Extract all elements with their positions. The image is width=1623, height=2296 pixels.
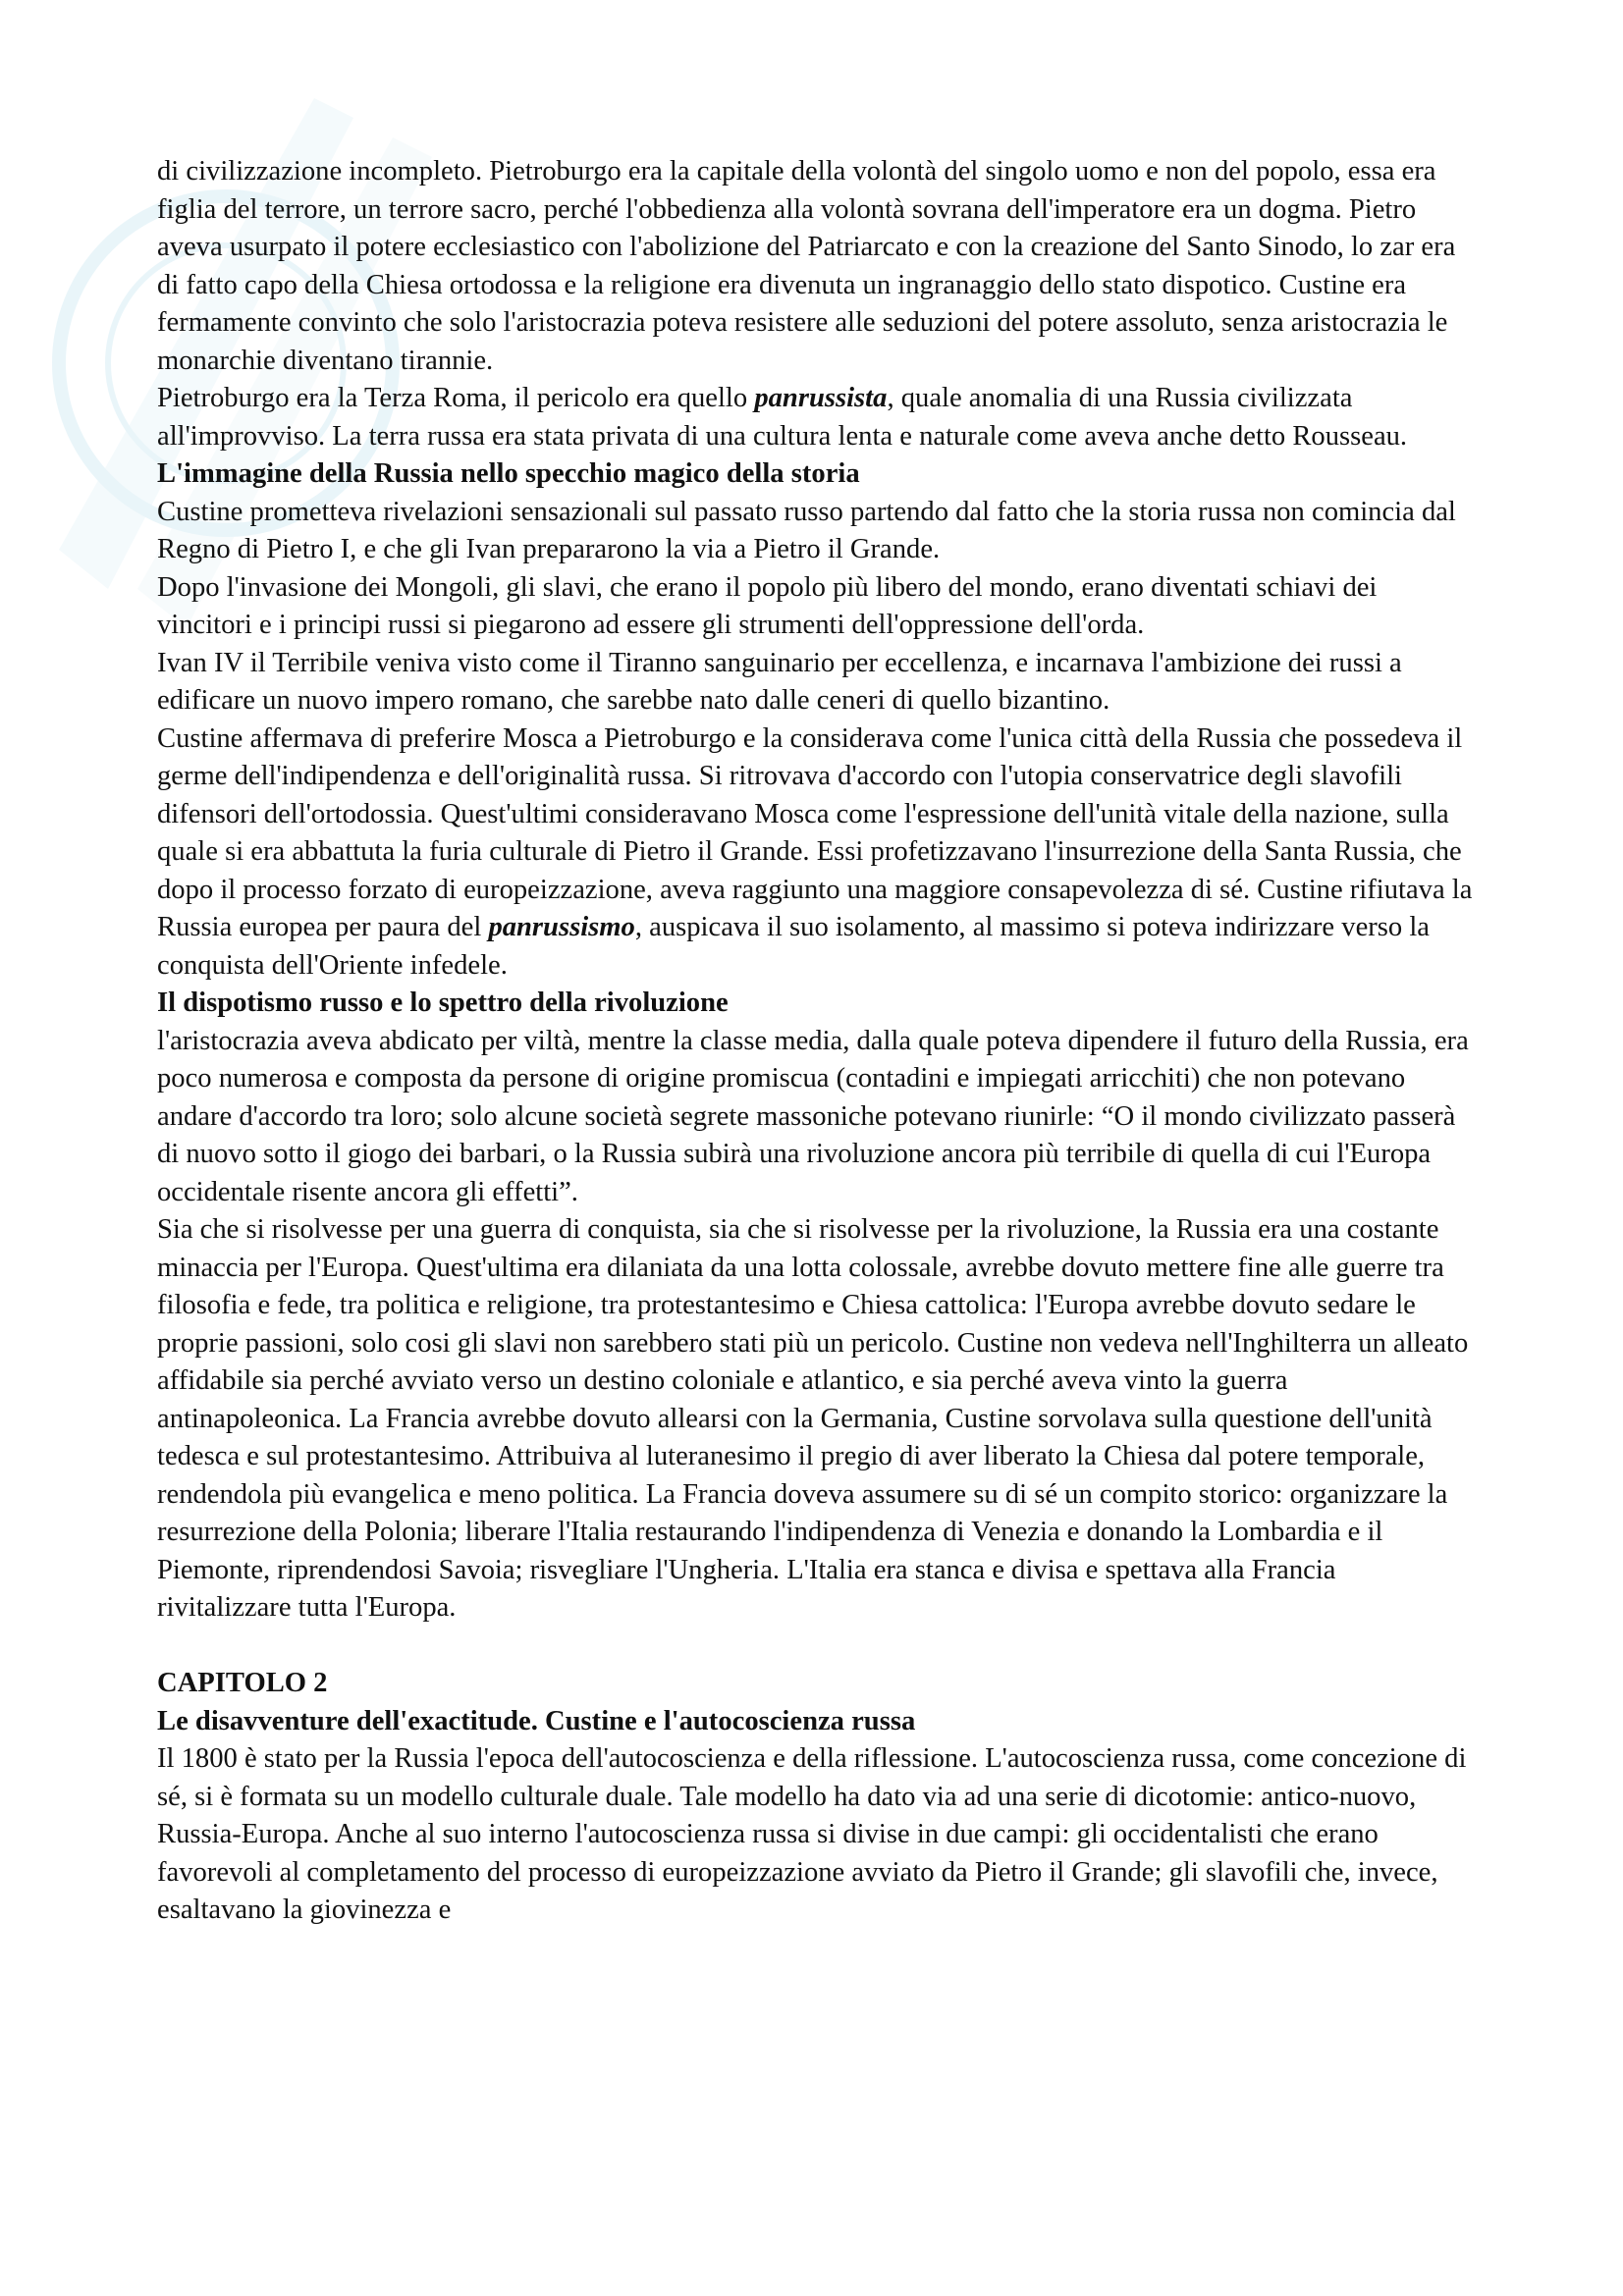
paragraph <box>157 153 1473 380</box>
document-page <box>157 153 1473 1930</box>
paragraph <box>157 1211 1473 1628</box>
blank-line <box>157 1628 1473 1666</box>
paragraph-text: Pietroburgo era la Terza Roma, il pericolo era quello <box>157 383 755 413</box>
paragraph <box>157 1023 1473 1212</box>
paragraph-text: Custine prometteva rivelazioni sensazionali sul passato russo partendo dal fatto che la storia russa non comincia dal Regno di Pietro I, e che gli Ivan prepararono la via a Pietro il Grande. <box>157 496 1456 564</box>
paragraph-text: Ivan IV il Terribile veniva visto come il Tiranno sanguinario per eccellenza, e incarnava l'ambizione dei russi a edificare un nuovo impero romano, che sarebbe nato dalle ceneri di quello bizantino. <box>157 647 1402 716</box>
paragraph-text: Dopo l'invasione dei Mongoli, gli slavi, che erano il popolo più libero del mondo, erano diventati schiavi dei vincitori e i principi russi si piegarono ad essere gli strumenti dell'oppressione dell'orda. <box>157 571 1378 640</box>
section-heading: L'immagine della Russia nello specchio magico della storia <box>157 458 860 489</box>
section-heading: Il dispotismo russo e lo spettro della rivoluzione <box>157 988 729 1018</box>
paragraph-text: Sia che si risolvesse per una guerra di conquista, sia che si risolvesse per la rivoluzione, la Russia era una costante minaccia per l'Europa. Quest'ultima era dilaniata da una lotta colossale, avrebbe dovuto mettere fine alle guerre tra filosofia e fede, tra politica e religione, tra protestantesimo e Chiesa cattolica: l'Europa avrebbe dovuto sedare le proprie passioni, solo cosi gli slavi non sarebbero stati più un pericolo. Custine non vedeva nell'Inghilterra un alleato affidabile sia perché avviato verso un destino coloniale e atlantico, e sia perché aveva vinto la guerra antinapoleonica. La Francia avrebbe dovuto allearsi con la Germania, Custine sorvolava sulla questione dell'unità tedesca e sul protestantesimo. Attribuiva al luteranesimo il pregio di aver liberato la Chiesa dal potere temporale, rendendola più evangelica e meno politica. La Francia doveva assumere su di sé un compito storico: organizzare la resurrezione della Polonia; liberare l'Italia restaurando l'indipendenza di Venezia e donando la Lombardia e il Piemonte, riprendendosi Savoia; risvegliare l'Ungheria. L'Italia era stanca e divisa e spettava alla Francia rivitalizzare tutta l'Europa. <box>157 1214 1469 1623</box>
emphasized-term: panrussismo <box>488 912 635 942</box>
paragraph <box>157 645 1473 721</box>
section-heading: Le disavventure dell'exactitude. Custine e l'autocoscienza russa <box>157 1705 916 1736</box>
chapter-title: CAPITOLO 2 <box>157 1668 328 1698</box>
paragraph-text: Il 1800 è stato per la Russia l'epoca dell'autocoscienza e della riflessione. L'autocoscienza russa, come concezione di sé, si è formata su un modello culturale duale. Tale modello ha dato via ad una serie di dicotomie: antico-nuovo, Russia-Europa. Anche al suo interno l'autocoscienza russa si divise in due campi: gli occidentalisti che erano favorevoli al completamento del processo di europeizzazione avviato da Pietro il Grande; gli slavofili che, invece, esaltavano la giovinezza e <box>157 1743 1467 1925</box>
paragraph-text: di civilizzazione incompleto. Pietroburgo era la capitale della volontà del singolo uomo e non del popolo, essa era figlia del terrore, un terrore sacro, perché l'obbedienza alla volontà sovrana dell'imperatore era un dogma. Pietro aveva usurpato il potere ecclesiastico con l'abolizione del Patriarcato e con la creazione del Santo Sinodo, lo zar era di fatto capo della Chiesa ortodossa e la religione era divenuta un ingranaggio dello stato dispotico. Custine era fermamente convinto che solo l'aristocrazia poteva resistere alle seduzioni del potere assoluto, senza aristocrazia le monarchie diventano tirannie. <box>157 156 1456 376</box>
paragraph <box>157 569 1473 645</box>
paragraph <box>157 494 1473 569</box>
paragraph-text: , auspicava il suo isolamento, al massimo si poteva indirizzare verso la conquista dell'Oriente infedele. <box>157 912 1430 981</box>
paragraph-text: , quale anomalia di una Russia civilizzata all'improvviso. La terra russa era stata privata di una cultura lenta e naturale come aveva anche detto Rousseau. <box>157 383 1408 452</box>
paragraph <box>157 380 1473 455</box>
paragraph-text: l'aristocrazia aveva abdicato per viltà, mentre la classe media, dalla quale poteva dipendere il futuro della Russia, era poco numerosa e composta da persone di origine promiscua (contadini e impiegati arricchiti) che non potevano andare d'accordo tra loro; solo alcune società segrete massoniche potevano riunirle: “O il mondo civilizzato passerà di nuovo sotto il giogo dei barbari, o la Russia subirà una rivoluzione ancora più terribile di quella di cui l'Europa occidentale risente ancora gli effetti”. <box>157 1025 1469 1207</box>
paragraph <box>157 1740 1473 1930</box>
paragraph-text: Custine affermava di preferire Mosca a Pietroburgo e la considerava come l'unica città della Russia che possedeva il germe dell'indipendenza e dell'originalità russa. Si ritrovava d'accordo con l'utopia conservatrice degli slavofili difensori dell'ortodossia. Quest'ultimi consideravano Mosca come l'espressione dell'unità vitale della nazione, sulla quale si era abbattuta la furia culturale di Pietro il Grande. Essi profetizzavano l'insurrezione della Santa Russia, che dopo il processo forzato di europeizzazione, aveva raggiunto una maggiore consapevolezza di sé. Custine rifiutava la Russia europea per paura del <box>157 722 1473 942</box>
paragraph <box>157 721 1473 986</box>
emphasized-term: panrussista <box>754 383 888 413</box>
